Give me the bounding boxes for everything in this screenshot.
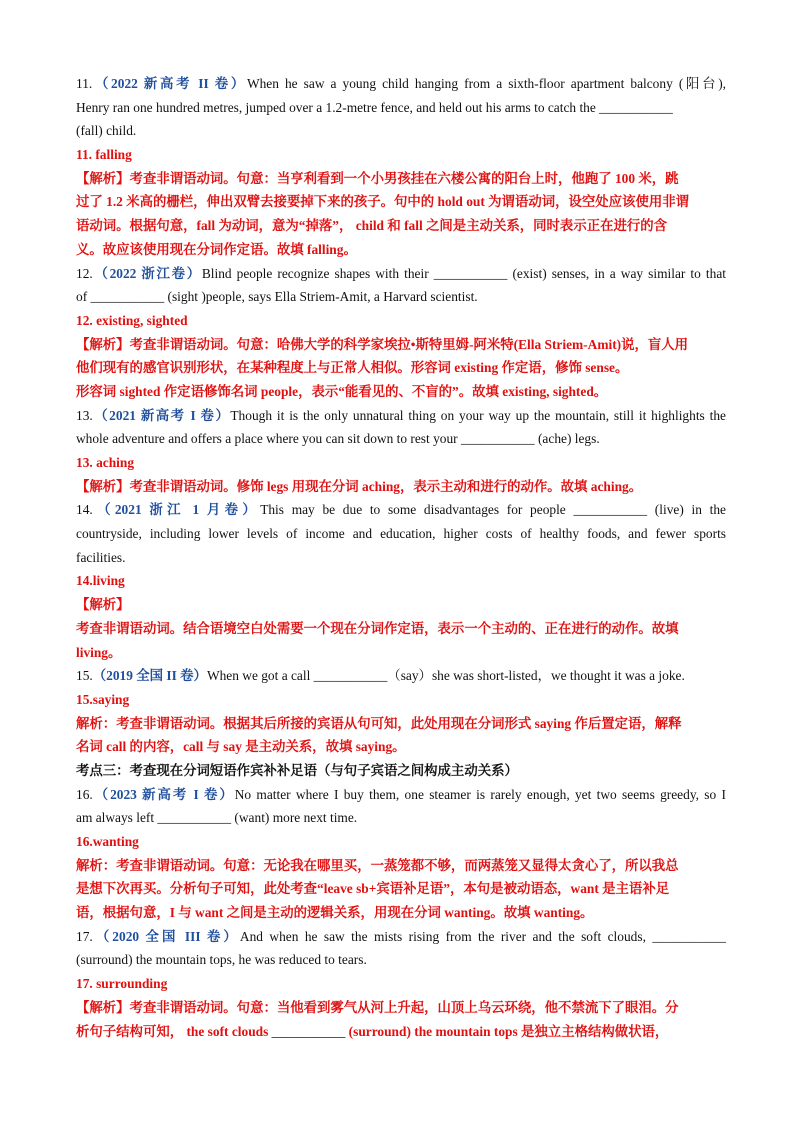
q16-answer: 16.wanting — [76, 834, 139, 849]
q11-answer: 11. falling — [76, 147, 132, 163]
q14-exp-1: 考查非谓语动词。结合语境空白处需要一个现在分词作定语，表示一个主动的、正在进行的动作。故填 — [76, 620, 679, 636]
q15-exp-2: 名词 call 的内容，call 与 say 是主动关系，故填 saying。 — [76, 739, 406, 755]
q12-answer: 12. existing, sighted — [76, 312, 188, 328]
q16-exp-1: 解析：考查非谓语动词。句意：无论我在哪里买，一蒸笼都不够，而两蒸笼又显得太贪心了，所以我总 — [76, 857, 679, 873]
section-heading: 考点三：考查现在分词短语作宾补补足语（与句子宾语之间构成主动关系） — [76, 762, 518, 778]
q14-line-2: countryside, including lower levels of income and education, higher costs of healthy foods, and fewer sports — [76, 526, 726, 542]
q16-line-2: am always left ___________ (want) more next time. — [76, 810, 358, 826]
q12-exp-3: 形容词 sighted 作定语修饰名词 people，表示“能看见的、不盲的”。故填 existing, sighted。 — [76, 383, 608, 399]
q14-exp-head: 【解析】 — [76, 597, 130, 613]
q16-line-1: 16.（2023 新高考 I 卷）No matter where I buy them, one steamer is rarely enough, yet two seems greedy, so I — [76, 786, 726, 802]
q11-exp-2: 过了 1.2 米高的栅栏，伸出双臂去接要掉下来的孩子。句中的 hold out 为谓语动词，设空处应该使用非谓 — [76, 194, 690, 210]
q14-line-1: 14.（2021 浙江 1 月卷）This may be due to some disadvantages for people ___________ (live) in the — [76, 502, 726, 518]
q17-answer: 17. surrounding — [76, 976, 168, 992]
q17-line-2: (surround) the mountain tops, he was reduced to tears. — [76, 952, 367, 968]
q17-exp-1: 【解析】考查非谓语动词。句意：当他看到雾气从河上升起，山顶上乌云环绕，他不禁流下了眼泪。分 — [76, 999, 679, 1015]
q11-line-1: 11.（2022 新高考 II 卷）When he saw a young child hanging from a sixth-floor apartment balcony (阳台), — [76, 76, 726, 91]
q13-answer: 13. aching — [76, 455, 135, 470]
q13-exp-1: 【解析】考查非谓语动词。修饰 legs 用现在分词 aching，表示主动和进行的动作。故填 aching。 — [76, 478, 643, 494]
q12-line-1: 12.（2022 浙江卷）Blind people recognize shapes with their ___________ (exist) senses, in a way similar to that — [76, 265, 726, 281]
q11-source: （2022 新高考 II 卷） — [92, 76, 247, 91]
q11-exp-1: 【解析】考查非谓语动词。句意：当亨利看到一个小男孩挂在六楼公寓的阳台上时，他跑了 100 米，跳 — [76, 170, 679, 186]
q17-exp-2: 析句子结构可知， the soft clouds ___________ (surround) the mountain tops 是独立主格结构做状语， — [76, 1023, 669, 1039]
q12-exp-2: 他们现有的感官识别形状，在某种程度上与正常人相似。形容词 existing 作定语，修饰 sense。 — [76, 360, 629, 376]
document-page — [76, 72, 726, 1043]
q13-source: （2021 新高考 I 卷） — [92, 407, 231, 423]
q14-line-3: facilities. — [76, 549, 126, 565]
q14-source: （2021 浙江 1 月卷） — [92, 502, 261, 518]
q14-exp-2: living。 — [76, 644, 122, 660]
q17-line-1: 17.（2020 全国 III 卷）And when he saw the mists rising from the river and the soft clouds, ___________ — [76, 928, 726, 944]
q16-exp-3: 语，根据句意，I 与 want 之间是主动的逻辑关系，用现在分词 wanting。故填 wanting。 — [76, 905, 594, 921]
q13-line-1: 13.（2021 新高考 I 卷）Though it is the only unnatural thing on your way up the mountain, still it highlights the — [76, 407, 726, 423]
q11-line-3: (fall) child. — [76, 123, 137, 139]
q12-line-2: of ___________ (sight )people, says Ella Striem-Amit, a Harvard scientist. — [76, 289, 478, 305]
q11-exp-3: 语动词。根据句意，fall 为动词，意为“掉落”， child 和 fall 之间是主动关系，同时表示正在进行的含 — [76, 218, 668, 234]
q12-source: （2022 浙江卷） — [92, 265, 202, 281]
q12-exp-1: 【解析】考查非谓语动词。句意：哈佛大学的科学家埃拉•斯特里姆-阿米特(Ella Striem-Amit)说，盲人用 — [76, 336, 689, 352]
q11-exp-4: 义。故应该使用现在分词作定语。故填 falling。 — [76, 241, 357, 257]
q16-source: （2023 新高考 I 卷） — [92, 786, 235, 802]
q15-line-1: 15.（2019 全国 II 卷）When we got a call ___________（say）she was short-listed，we thought it was a joke. — [76, 668, 685, 684]
q17-source: （2020 全国 III 卷） — [92, 928, 240, 944]
q13-line-2: whole adventure and offers a place where you can sit down to rest your ___________ (ache) legs. — [76, 431, 600, 447]
q11-line-2: Henry ran one hundred metres, jumped over a 1.2-metre fence, and held out his arms to catch the ___________ — [76, 99, 673, 115]
q16-exp-2: 是想下次再买。分析句子可知，此处考查“leave sb+宾语补足语”，本句是被动语态，want 是主语补足 — [76, 881, 670, 897]
q14-answer: 14.living — [76, 573, 125, 589]
q15-exp-1: 解析：考查非谓语动词。根据其后所接的宾语从句可知，此处用现在分词形式 saying 作后置定语，解释 — [76, 715, 682, 731]
q15-answer: 15.saying — [76, 691, 130, 707]
q15-source: （2019 全国 II 卷） — [92, 668, 207, 684]
